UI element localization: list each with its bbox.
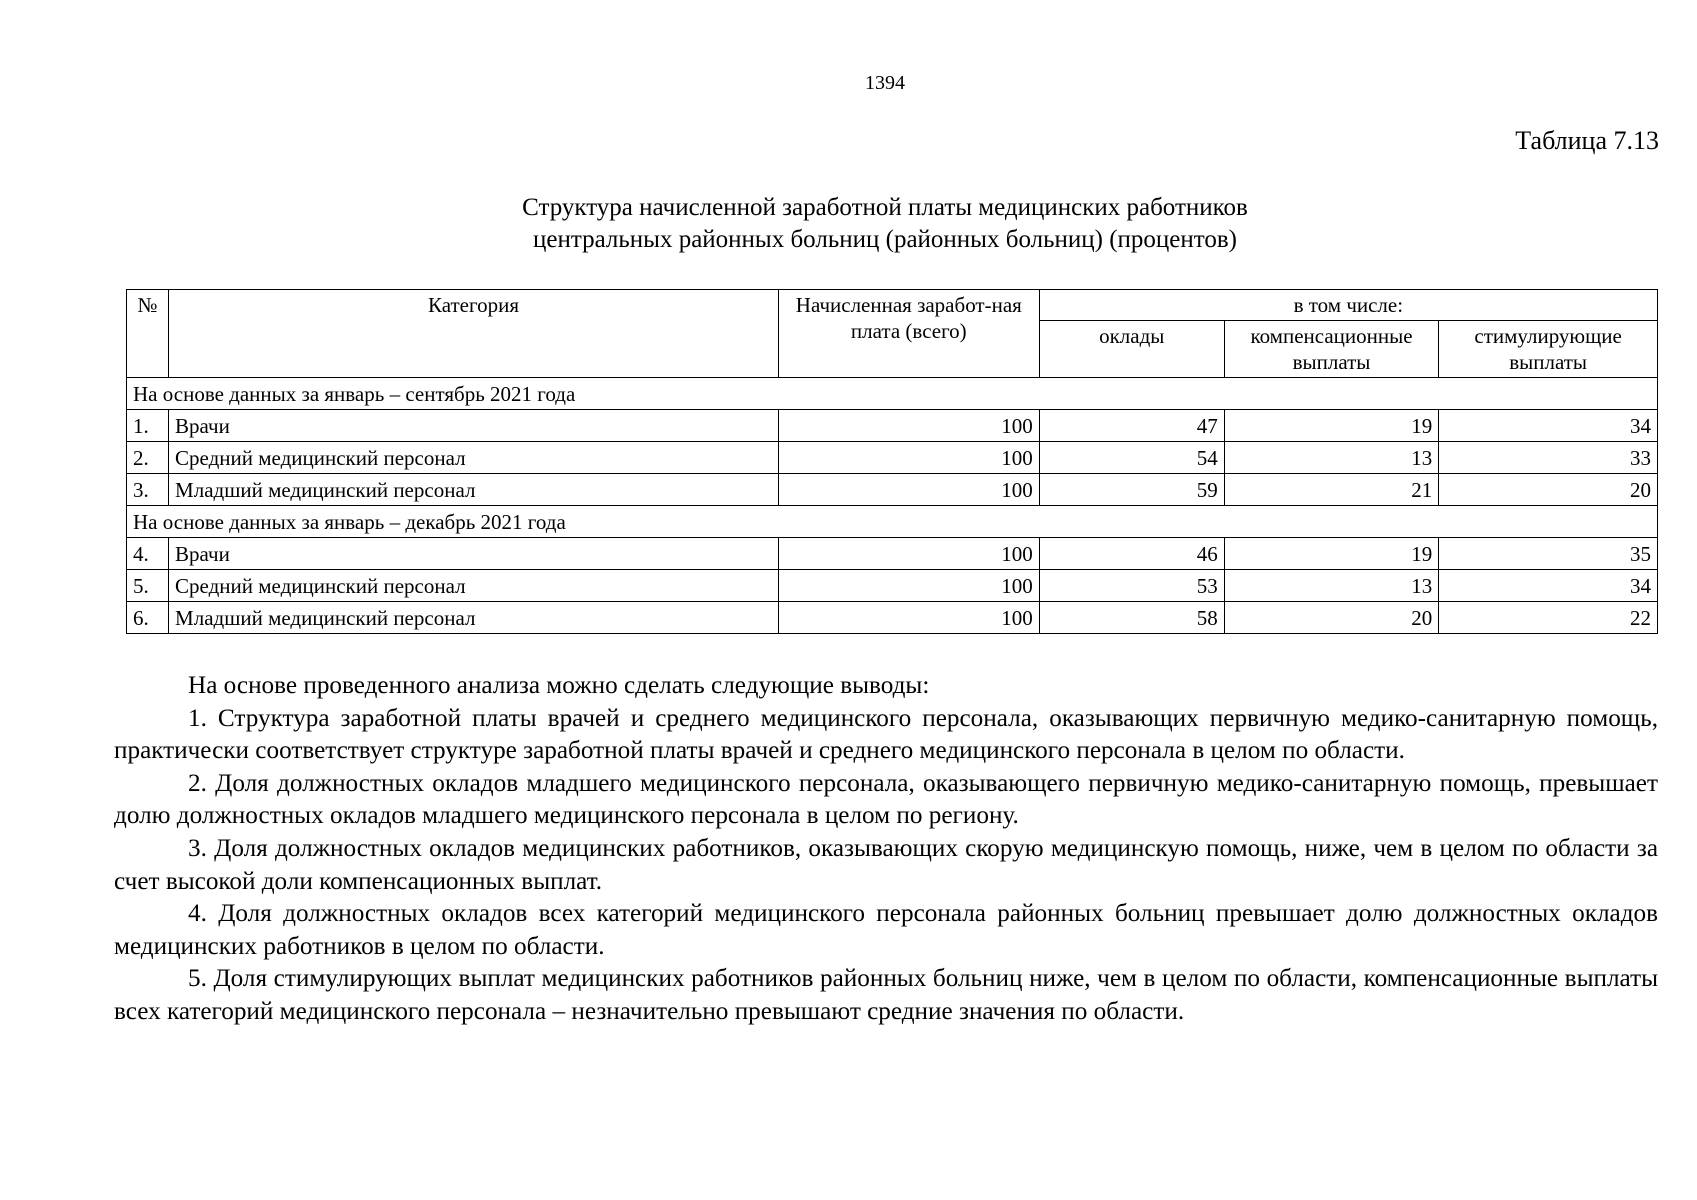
row-compensation: 19 [1224, 410, 1439, 442]
row-compensation: 21 [1224, 474, 1439, 506]
row-incentive: 35 [1439, 538, 1658, 570]
row-category: Средний медицинский персонал [169, 570, 779, 602]
table-row [127, 442, 1658, 474]
row-incentive: 22 [1439, 602, 1658, 634]
row-number: 5. [127, 570, 169, 602]
header-including: в том числе: [1039, 290, 1657, 321]
header-compensation: компенсационные выплаты [1224, 321, 1439, 378]
row-compensation: 13 [1224, 442, 1439, 474]
page-number: 1394 [865, 72, 905, 94]
table-row [127, 570, 1658, 602]
table-row [127, 410, 1658, 442]
table-title [0, 192, 1697, 256]
row-category: Врачи [169, 410, 779, 442]
section-title: На основе данных за январь – декабрь 2021 года [127, 506, 1658, 538]
row-number: 2. [127, 442, 169, 474]
conclusion-item: 4. Доля должностных окладов всех категорий медицинского персонала районных больниц превышает долю должностных окладов медицинских работников в целом по области. [114, 900, 1658, 960]
row-total: 100 [778, 474, 1039, 506]
row-incentive: 33 [1439, 442, 1658, 474]
conclusion-item: 3. Доля должностных окладов медицинских работников, оказывающих скорую медицинскую помощь, ниже, чем в целом по области за счет высокой доли компенсационных выплат. [114, 834, 1658, 895]
section-row [127, 506, 1658, 538]
table-row [127, 474, 1658, 506]
header-category: Категория [169, 290, 779, 378]
conclusion-item: 5. Доля стимулирующих выплат медицинских работников районных больниц ниже, чем в целом по области, компенсационные выплаты всех категорий медицинского персонала – незначительно превышают средние значения по области. [114, 965, 1658, 1025]
row-total: 100 [778, 442, 1039, 474]
header-total: Начисленная заработ-ная плата (всего) [778, 290, 1039, 378]
row-category: Младший медицинский персонал [169, 474, 779, 506]
header-incentive: стимулирующие выплаты [1439, 321, 1658, 378]
section-title: На основе данных за январь – сентябрь 2021 года [127, 378, 1658, 410]
table-title-line-1: Структура начисленной заработной платы медицинских работников [522, 194, 1248, 221]
row-category: Младший медицинский персонал [169, 602, 779, 634]
row-category: Средний медицинский персонал [169, 442, 779, 474]
row-incentive: 20 [1439, 474, 1658, 506]
row-number: 1. [127, 410, 169, 442]
table-row [127, 538, 1658, 570]
conclusions-text [114, 670, 1658, 1029]
row-compensation: 20 [1224, 602, 1439, 634]
conclusion-item: 2. Доля должностных окладов младшего медицинского персонала, оказывающего первичную медико-санитарную помощь, превышает долю должностных окладов младшего медицинского персонала в целом по региону. [114, 769, 1658, 830]
row-number: 3. [127, 474, 169, 506]
conclusions-intro: На основе проведенного анализа можно сделать следующие выводы: [188, 672, 930, 699]
table-body [127, 378, 1658, 634]
row-total: 100 [778, 538, 1039, 570]
row-salaries: 54 [1039, 442, 1224, 474]
row-compensation: 13 [1224, 570, 1439, 602]
row-category: Врачи [169, 538, 779, 570]
row-incentive: 34 [1439, 410, 1658, 442]
table-label: Таблица 7.13 [1515, 126, 1659, 155]
row-total: 100 [778, 410, 1039, 442]
row-salaries: 46 [1039, 538, 1224, 570]
header-number: № [127, 290, 169, 378]
row-number: 6. [127, 602, 169, 634]
table-title-line-2: центральных районных больниц (районных больниц) (процентов) [532, 226, 1237, 253]
row-total: 100 [778, 602, 1039, 634]
row-salaries: 59 [1039, 474, 1224, 506]
table-row [127, 602, 1658, 634]
row-salaries: 53 [1039, 570, 1224, 602]
section-row [127, 378, 1658, 410]
row-number: 4. [127, 538, 169, 570]
row-incentive: 34 [1439, 570, 1658, 602]
row-total: 100 [778, 570, 1039, 602]
salary-structure-table [126, 289, 1658, 634]
row-salaries: 58 [1039, 602, 1224, 634]
row-salaries: 47 [1039, 410, 1224, 442]
row-compensation: 19 [1224, 538, 1439, 570]
header-salaries: оклады [1039, 321, 1224, 378]
conclusion-item: 1. Структура заработной платы врачей и среднего медицинского персонала, оказывающих первичную медико-санитарную помощь, практически соответствует структуре заработной платы врачей и среднего медицинского персонала в целом по области. [114, 704, 1658, 765]
